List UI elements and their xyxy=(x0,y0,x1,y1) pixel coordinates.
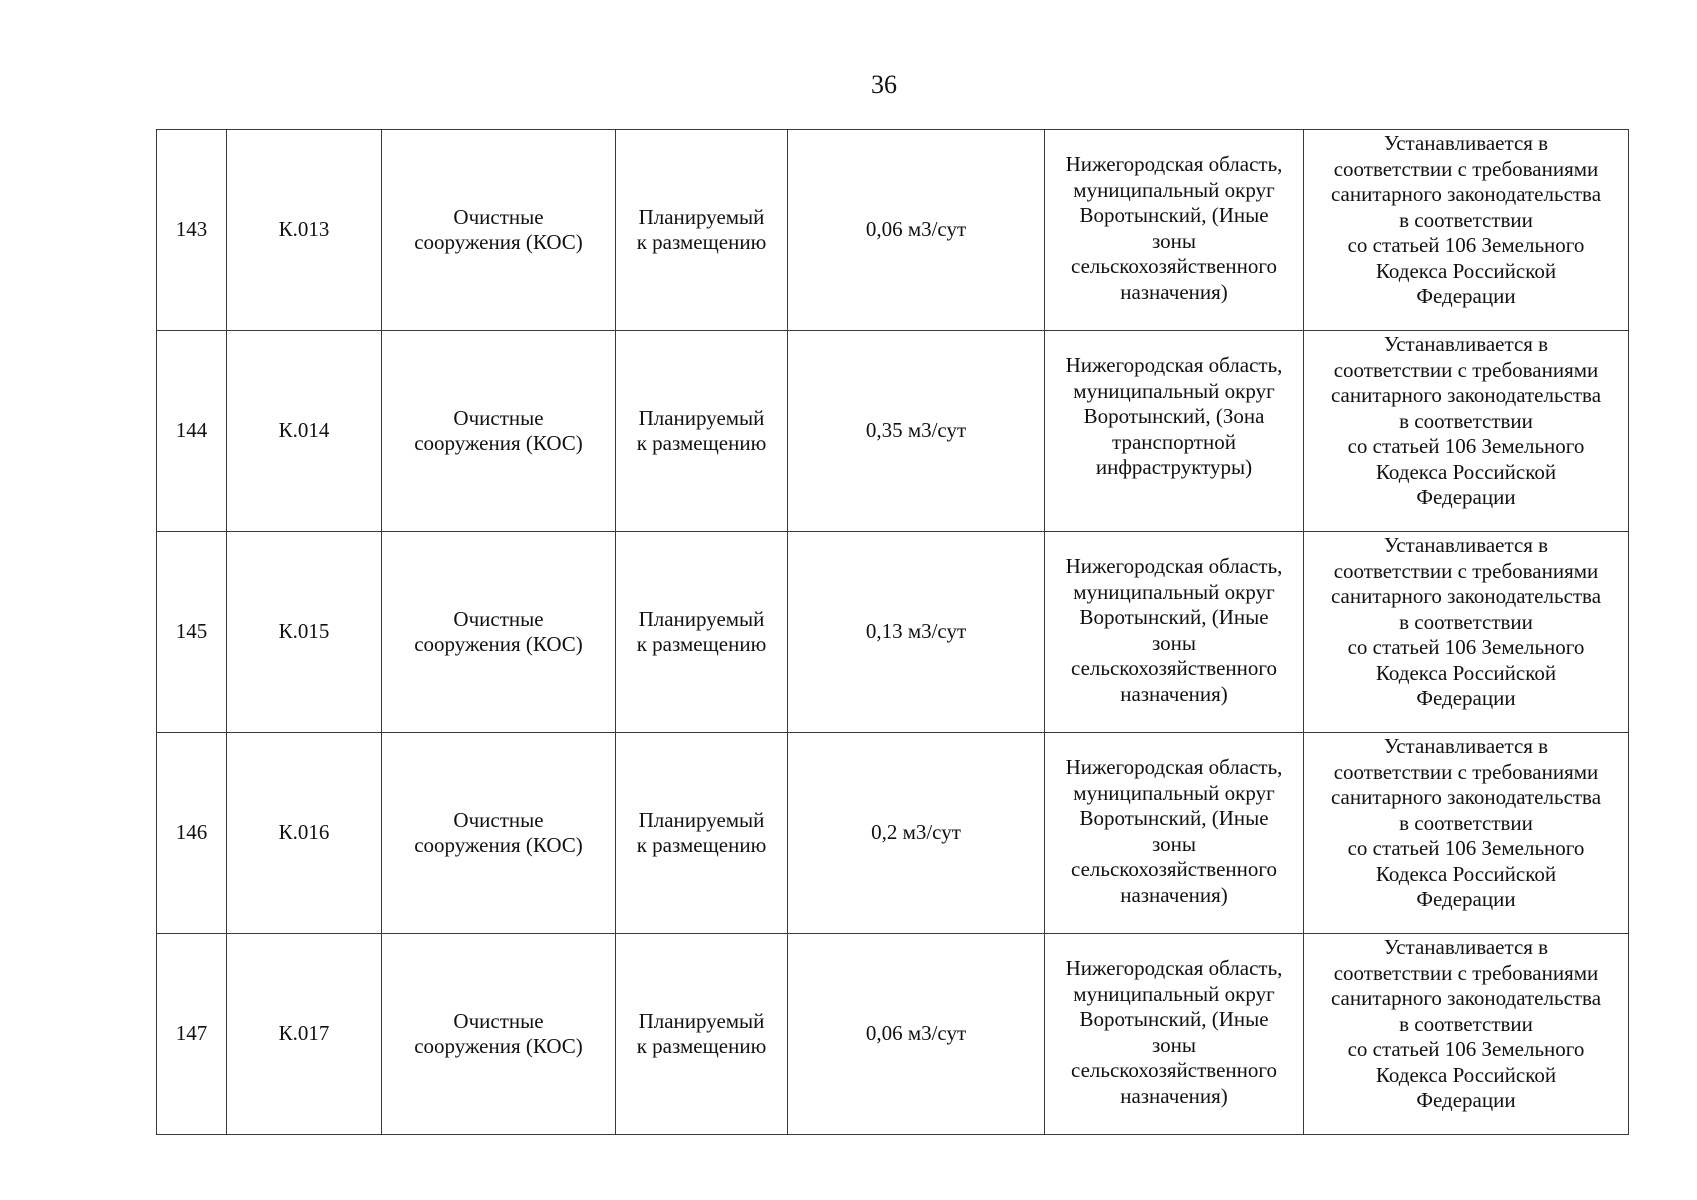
status-cell: Планируемый к размещению xyxy=(616,331,788,532)
status-cell: Планируемый к размещению xyxy=(616,934,788,1135)
protection-zone-cell: Устанавливается в соответствии с требованиями санитарного законодательства в соответствии со статьей 106 Земельного Кодекса Российской Федерации xyxy=(1304,532,1629,733)
page-number: 36 xyxy=(871,70,897,99)
table-row xyxy=(157,331,1629,532)
protection-zone-cell: Устанавливается в соответствии с требованиями санитарного законодательства в соответствии со статьей 106 Земельного Кодекса Российской Федерации xyxy=(1304,331,1629,532)
object-code-cell: К.016 xyxy=(227,733,382,934)
row-number-cell: 146 xyxy=(157,733,227,934)
status-cell: Планируемый к размещению xyxy=(616,532,788,733)
object-name-cell: Очистные сооружения (КОС) xyxy=(382,130,616,331)
status-cell: Планируемый к размещению xyxy=(616,130,788,331)
table-row xyxy=(157,532,1629,733)
row-number-cell: 144 xyxy=(157,331,227,532)
location-cell: Нижегородская область, муниципальный округ Воротынский, (Иные зоны сельскохозяйственного назначения) xyxy=(1045,733,1304,934)
object-name-cell: Очистные сооружения (КОС) xyxy=(382,532,616,733)
protection-zone-cell: Устанавливается в соответствии с требованиями санитарного законодательства в соответствии со статьей 106 Земельного Кодекса Российской Федерации xyxy=(1304,733,1629,934)
row-number-cell: 145 xyxy=(157,532,227,733)
object-name-cell: Очистные сооружения (КОС) xyxy=(382,934,616,1135)
table-row xyxy=(157,733,1629,934)
capacity-cell: 0,35 м3/сут xyxy=(788,331,1045,532)
capacity-cell: 0,06 м3/сут xyxy=(788,130,1045,331)
facilities-table xyxy=(156,129,1629,1135)
capacity-cell: 0,13 м3/сут xyxy=(788,532,1045,733)
status-cell: Планируемый к размещению xyxy=(616,733,788,934)
protection-zone-cell: Устанавливается в соответствии с требованиями санитарного законодательства в соответствии со статьей 106 Земельного Кодекса Российской Федерации xyxy=(1304,130,1629,331)
object-code-cell: К.014 xyxy=(227,331,382,532)
table-row xyxy=(157,934,1629,1135)
row-number-cell: 143 xyxy=(157,130,227,331)
object-code-cell: К.017 xyxy=(227,934,382,1135)
row-number-cell: 147 xyxy=(157,934,227,1135)
capacity-cell: 0,2 м3/сут xyxy=(788,733,1045,934)
object-name-cell: Очистные сооружения (КОС) xyxy=(382,733,616,934)
location-cell: Нижегородская область, муниципальный округ Воротынский, (Иные зоны сельскохозяйственного назначения) xyxy=(1045,934,1304,1135)
capacity-cell: 0,06 м3/сут xyxy=(788,934,1045,1135)
object-name-cell: Очистные сооружения (КОС) xyxy=(382,331,616,532)
object-code-cell: К.013 xyxy=(227,130,382,331)
protection-zone-cell: Устанавливается в соответствии с требованиями санитарного законодательства в соответствии со статьей 106 Земельного Кодекса Российской Федерации xyxy=(1304,934,1629,1135)
table-row xyxy=(157,130,1629,331)
location-cell: Нижегородская область, муниципальный округ Воротынский, (Иные зоны сельскохозяйственного назначения) xyxy=(1045,532,1304,733)
object-code-cell: К.015 xyxy=(227,532,382,733)
location-cell: Нижегородская область, муниципальный округ Воротынский, (Иные зоны сельскохозяйственного назначения) xyxy=(1045,130,1304,331)
location-cell: Нижегородская область, муниципальный округ Воротынский, (Зона транспортной инфраструктуры) xyxy=(1045,331,1304,532)
